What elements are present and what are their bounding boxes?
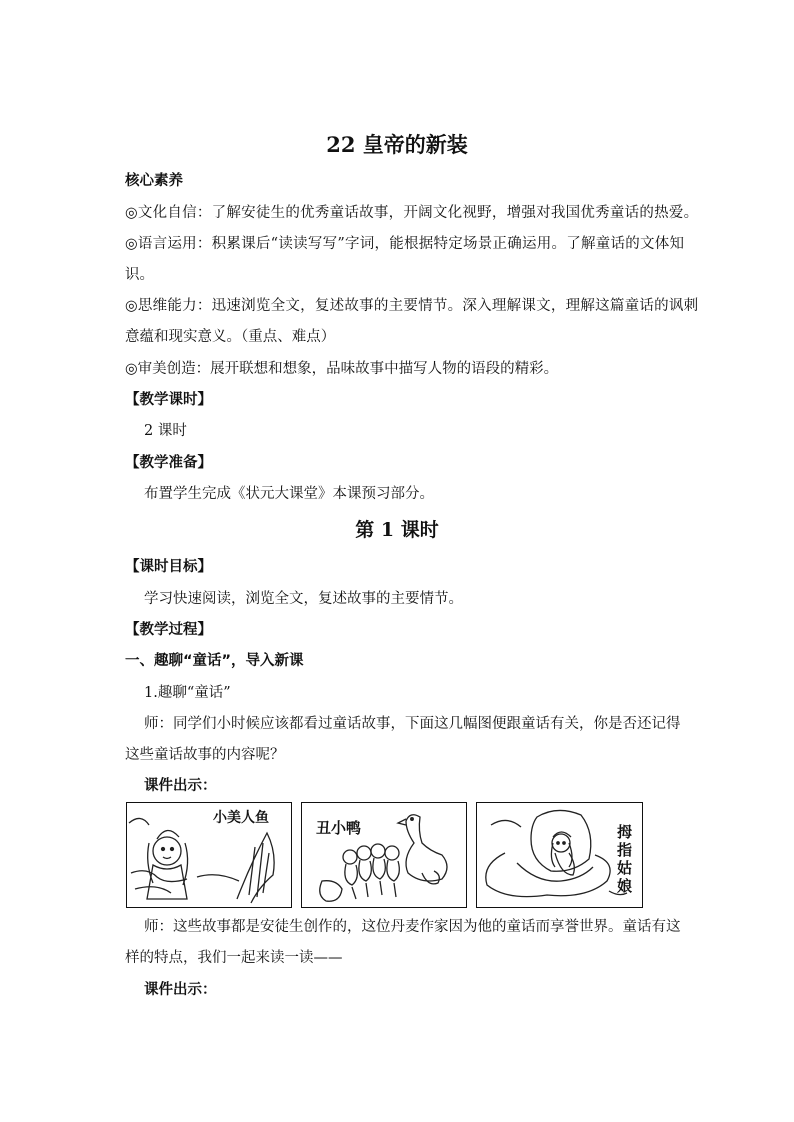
teaching-hours-text: 2 课时 xyxy=(144,423,187,439)
picture-thumbelina xyxy=(476,802,643,908)
core-item-aesthetic: ◎审美创造：展开联想和想象，品味故事中描写人物的语段的精彩。 xyxy=(125,361,559,377)
core-item-language: ◎语言运用：积累课后“读读写写”字词，能根据特定场景正确运用。了解童话的文体知 xyxy=(125,236,685,252)
core-item-thinking-cont: 意蕴和现实意义。（重点、难点） xyxy=(125,329,336,345)
teaching-process-heading: 【教学过程】 xyxy=(125,622,212,638)
picture-ugly-duckling xyxy=(301,802,467,908)
core-item-cultural: ◎文化自信：了解安徒生的优秀童话故事，开阔文化视野，增强对我国优秀童话的热爱。 xyxy=(125,205,699,221)
core-item-language-cont: 识。 xyxy=(125,267,154,283)
core-literacy-heading: 核心素养 xyxy=(125,173,183,189)
teacher-line-2b: 样的特点，我们一起来读一读—— xyxy=(125,950,343,966)
teaching-hours-heading: 【教学课时】 xyxy=(125,392,212,408)
step-1-title: 1.趣聊“童话” xyxy=(144,685,231,701)
section-heading-1: 一、趣聊“童话”，导入新课 xyxy=(125,653,304,669)
picture-label-mermaid: 小美人鱼 xyxy=(213,810,269,826)
lesson-title: 第 1 课时 xyxy=(355,519,439,541)
picture-little-mermaid xyxy=(126,802,292,908)
courseware-label-2: 课件出示： xyxy=(144,982,217,998)
teaching-prep-heading: 【教学准备】 xyxy=(125,455,212,471)
picture-label-thumbelina: 拇指姑娘 xyxy=(617,823,633,895)
courseware-label-1: 课件出示： xyxy=(144,778,217,794)
core-item-thinking: ◎思维能力：迅速浏览全文，复述故事的主要情节。深入理解课文，理解这篇童话的讽刺 xyxy=(125,298,699,314)
teacher-line-1a: 师：同学们小时候应该都看过童话故事，下面这几幅图便跟童话有关，你是否还记得 xyxy=(144,716,681,732)
document-title: 22 皇帝的新装 xyxy=(326,132,468,157)
picture-label-duckling: 丑小鸭 xyxy=(316,819,362,837)
teacher-line-2a: 师：这些故事都是安徒生创作的，这位丹麦作家因为他的童话而享誉世界。童话有这 xyxy=(144,919,681,935)
lesson-goal-heading: 【课时目标】 xyxy=(125,559,212,575)
lesson-goal-text: 学习快速阅读，浏览全文，复述故事的主要情节。 xyxy=(144,591,463,607)
teaching-prep-text: 布置学生完成《状元大课堂》本课预习部分。 xyxy=(144,486,434,502)
teacher-line-1b: 这些童话故事的内容呢？ xyxy=(125,747,285,763)
